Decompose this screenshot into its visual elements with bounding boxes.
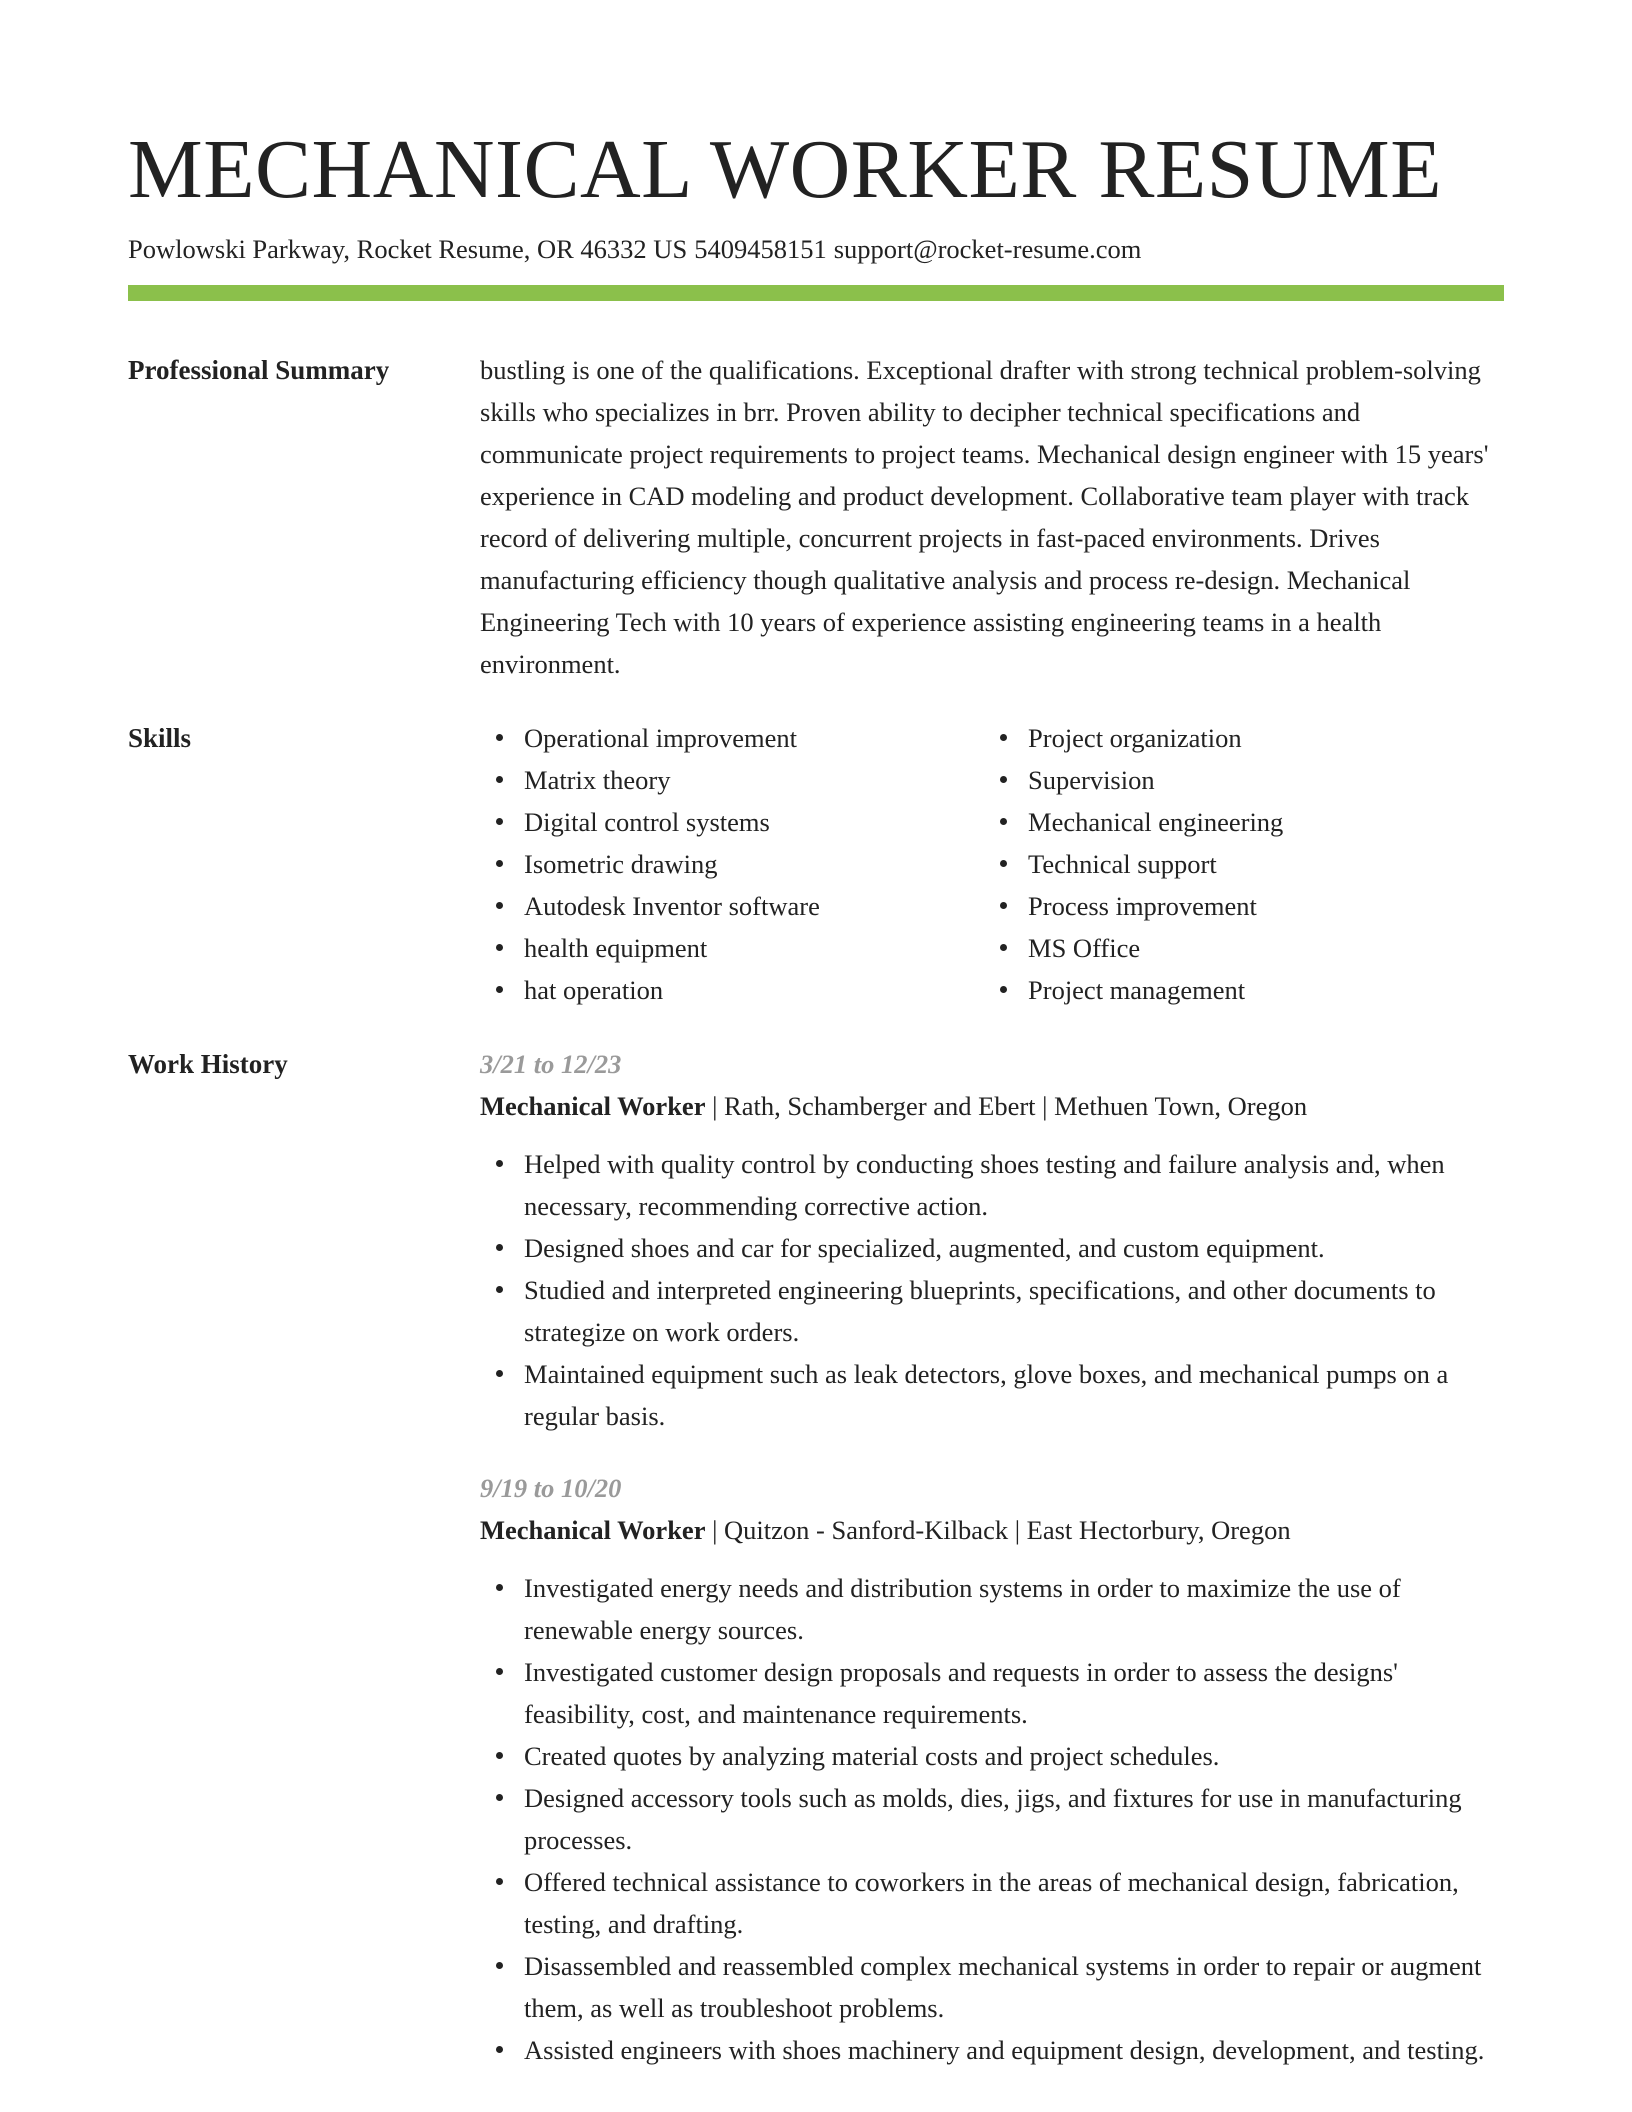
contact-address: Powlowski Parkway, Rocket Resume, OR 46332 US <box>128 234 688 264</box>
accent-divider <box>128 285 1504 301</box>
job-bullet: Helped with quality control by conducting shoes testing and failure analysis and, when necessary, recommending corrective action. <box>480 1143 1504 1227</box>
skills-heading: Skills <box>128 723 192 753</box>
job-header <box>480 1085 1504 1127</box>
contact-phone: 5409458151 <box>694 234 827 264</box>
job-bullet: Disassembled and reassembled complex mechanical systems in order to repair or augment them, as well as troubleshoot problems. <box>480 1945 1504 2029</box>
job-title: Mechanical Worker <box>480 1515 706 1545</box>
job-header <box>480 1509 1504 1551</box>
skills-body <box>480 717 1504 1011</box>
work-history-body <box>480 1043 1504 2071</box>
skill-item: Autodesk Inventor software <box>480 885 984 927</box>
skills-columns <box>480 717 1504 1011</box>
skill-item: Matrix theory <box>480 759 984 801</box>
resume-title: MECHANICAL WORKER RESUME <box>128 123 1443 216</box>
skill-item: Operational improvement <box>480 717 984 759</box>
summary-text: bustling is one of the qualifications. Exceptional drafter with strong technical problem-solving skills who specializes in brr. Proven ability to decipher technical specifications and communicate project requirements to project teams. Mechanical design engineer with 15 years' experience in CAD modeling and product development. Collaborative team player with track record of delivering multiple, concurrent projects in fast-paced environments. Drives manufacturing efficiency though qualitative analysis and process re-design. Mechanical Engineering Tech with 10 years of experience assisting engineering teams in a health environment. <box>480 355 1489 679</box>
job-bullet: Designed accessory tools such as molds, dies, jigs, and fixtures for use in manufacturing processes. <box>480 1777 1504 1861</box>
job-bullets <box>480 1567 1504 2071</box>
skill-item: Project management <box>984 969 1488 1011</box>
job-bullet: Assisted engineers with shoes machinery and equipment design, development, and testing. <box>480 2029 1504 2071</box>
skills-list-right <box>984 717 1488 1011</box>
summary-heading: Professional Summary <box>128 355 390 385</box>
work-history-heading: Work History <box>128 1049 288 1079</box>
skill-item: Technical support <box>984 843 1488 885</box>
job-bullet: Investigated customer design proposals and requests in order to assess the designs' feasibility, cost, and maintenance requirements. <box>480 1651 1504 1735</box>
summary-body <box>480 349 1504 685</box>
skill-item: Digital control systems <box>480 801 984 843</box>
skill-item: Mechanical engineering <box>984 801 1488 843</box>
job-bullet: Studied and interpreted engineering blueprints, specifications, and other documents to strategize on work orders. <box>480 1269 1504 1353</box>
skill-item: hat operation <box>480 969 984 1011</box>
job-details: | Quitzon - Sanford-Kilback | East Hectorbury, Oregon <box>705 1515 1291 1545</box>
job-dates: 3/21 to 12/23 <box>480 1049 622 1079</box>
job-bullet: Created quotes by analyzing material costs and project schedules. <box>480 1735 1504 1777</box>
job-title: Mechanical Worker <box>480 1091 706 1121</box>
job-entry <box>480 1467 1504 2071</box>
job-dates: 9/19 to 10/20 <box>480 1473 622 1503</box>
skill-item: Process improvement <box>984 885 1488 927</box>
job-bullet: Designed shoes and car for specialized, augmented, and custom equipment. <box>480 1227 1504 1269</box>
skill-item: Project organization <box>984 717 1488 759</box>
job-bullet: Maintained equipment such as leak detectors, glove boxes, and mechanical pumps on a regular basis. <box>480 1353 1504 1437</box>
skill-item: Isometric drawing <box>480 843 984 885</box>
skill-item: Supervision <box>984 759 1488 801</box>
skills-list-left <box>480 717 984 1011</box>
contact-email: support@rocket-resume.com <box>833 234 1142 264</box>
skill-item: MS Office <box>984 927 1488 969</box>
job-bullets <box>480 1143 1504 1437</box>
job-entry <box>480 1043 1504 1437</box>
skill-item: health equipment <box>480 927 984 969</box>
job-details: | Rath, Schamberger and Ebert | Methuen Town, Oregon <box>705 1091 1308 1121</box>
contact-line <box>128 230 1141 268</box>
job-bullet: Offered technical assistance to coworkers in the areas of mechanical design, fabrication, testing, and drafting. <box>480 1861 1504 1945</box>
job-bullet: Investigated energy needs and distribution systems in order to maximize the use of renewable energy sources. <box>480 1567 1504 1651</box>
